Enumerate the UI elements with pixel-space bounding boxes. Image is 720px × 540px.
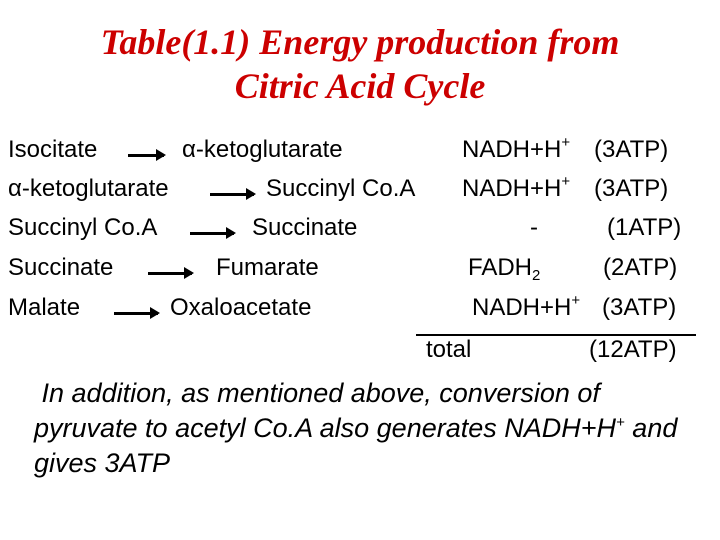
arrow-icon: [210, 193, 254, 196]
row-2-substrate: α-ketoglutarate: [8, 175, 169, 202]
row-1-cofactor: NADH+H+: [462, 134, 571, 163]
arrow-icon: [114, 312, 158, 315]
title-line-1: Table(1.1) Energy production from: [100, 22, 620, 62]
arrow-icon: [148, 272, 192, 275]
row-3-product: Succinate: [252, 214, 358, 241]
row-4-atp: (2ATP): [603, 254, 678, 281]
note-paragraph: In addition, as mentioned above, conversion of pyruvate to acetyl Co.A also generates NADH+H+ and gives 3ATP: [34, 378, 678, 478]
row-1-substrate: Isocitate: [8, 136, 98, 163]
row-4-cofactor: $FADH_2$: [468, 254, 541, 284]
row-4-substrate: Succinate: [8, 254, 114, 281]
total-label: total: [426, 336, 472, 363]
row-3-atp: (1ATP): [607, 214, 682, 241]
row-5-substrate: Malate: [8, 294, 81, 321]
page-title: [0, 20, 720, 108]
row-5-product: Oxaloacetate: [170, 294, 312, 321]
row-5-atp: (3ATP): [602, 294, 677, 321]
row-3-cofactor: -: [530, 214, 538, 241]
row-2-product: Succinyl Co.A: [266, 175, 416, 202]
row-5-cofactor: NADH+H+: [472, 292, 581, 321]
arrow-icon: [128, 154, 164, 157]
row-3-substrate: Succinyl Co.A: [8, 214, 158, 241]
row-2-atp: (3ATP): [594, 175, 669, 202]
row-4-product: Fumarate: [216, 254, 319, 281]
row-1-product: α-ketoglutarate: [182, 136, 343, 163]
arrow-icon: [190, 232, 234, 235]
total-value: (12ATP): [589, 336, 677, 363]
row-1-atp: (3ATP): [594, 136, 669, 163]
title-line-2: Citric Acid Cycle: [234, 66, 486, 106]
row-2-cofactor: NADH+H+: [462, 173, 571, 202]
